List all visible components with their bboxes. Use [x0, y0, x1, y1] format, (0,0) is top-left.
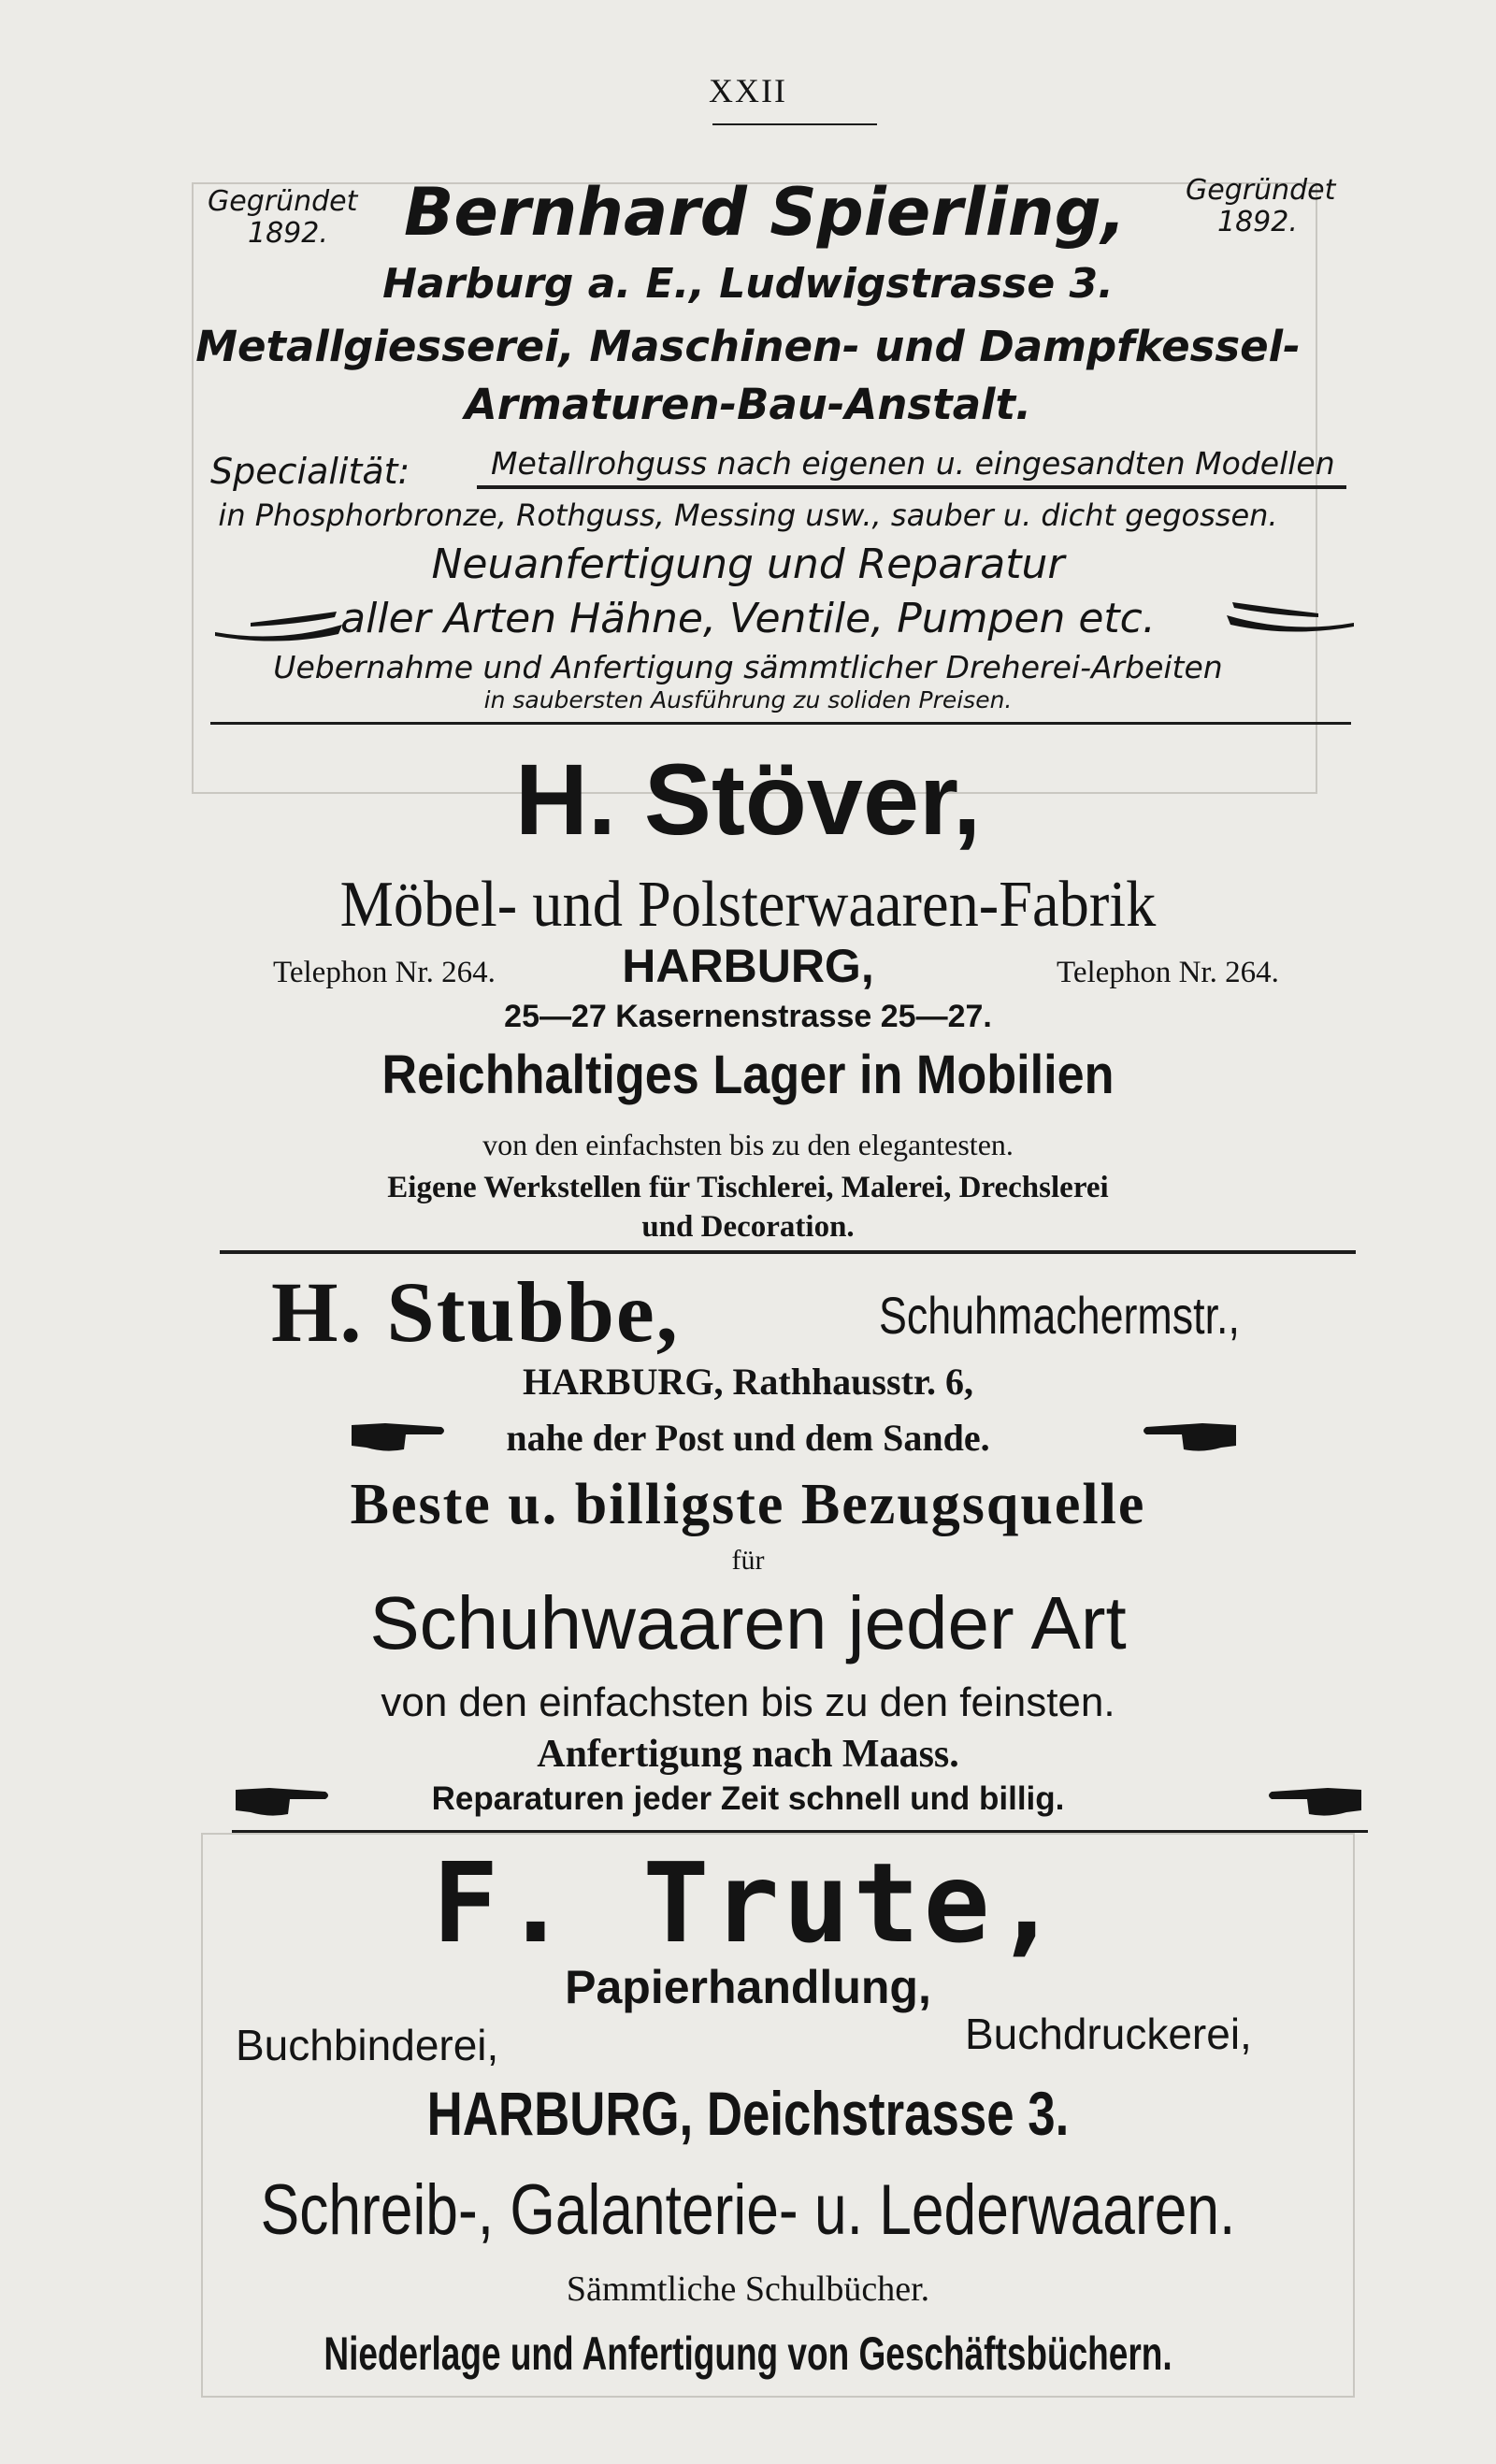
spierling-line-2: Armaturen-Bau-Anstalt. — [464, 380, 1032, 429]
company-name-trute: F. Trute, — [432, 1838, 1064, 1967]
stoever-workshops-2: und Decoration. — [641, 1210, 855, 1244]
page-number: XXII — [709, 72, 787, 109]
spierling-turning: Uebernahme und Anfertigung sämmtlicher Dreherei-Arbeiten — [273, 649, 1223, 685]
stoever-city: HARBURG, — [622, 940, 874, 992]
spierling-address: Harburg a. E., Ludwigstrasse 3. — [382, 260, 1114, 308]
trute-bookbinding: Buchbinderei, — [236, 2021, 499, 2069]
stubbe-title: Schuhmachermstr., — [879, 1286, 1240, 1345]
founded-label-left: Gegründet — [208, 185, 358, 218]
specialty-underline — [477, 485, 1346, 489]
stoever-phone-left: Telephon Nr. 264. — [273, 956, 496, 989]
spierling-execution: in saubersten Ausführung zu soliden Preisen. — [483, 686, 1013, 713]
stubbe-for: für — [731, 1545, 765, 1576]
company-name-spierling: Bernhard Spierling, — [404, 174, 1127, 251]
trute-goods: Schreib-, Galanterie- u. Lederwaaren. — [260, 2170, 1236, 2250]
page-number-underline — [712, 123, 877, 125]
pointing-hand-left-icon — [1139, 1416, 1240, 1457]
spierling-new-work: Neuanfertigung und Reparatur — [431, 540, 1065, 588]
stoever-phone-right: Telephon Nr. 264. — [1057, 956, 1279, 989]
trute-address: HARBURG, Deichstrasse 3. — [426, 2079, 1070, 2148]
stubbe-address: HARBURG, Rathhausstr. 6, — [523, 1361, 973, 1403]
spierling-materials: in Phosphorbronze, Rothguss, Messing usw., sauber u. dicht gegossen. — [218, 497, 1278, 533]
company-name-stoever: H. Stöver, — [514, 742, 982, 856]
divider-1 — [210, 722, 1351, 725]
swash-right-icon — [1225, 600, 1356, 638]
pointing-hand-left-icon — [1264, 1780, 1365, 1822]
spierling-all-kinds: aller Arten Hähne, Ventile, Pumpen etc. — [340, 595, 1156, 642]
trute-schoolbooks: Sämmtliche Schulbücher. — [566, 2269, 930, 2309]
specialty-text: Metallrohguss nach eigenen u. eingesandten Modellen — [491, 445, 1335, 482]
founded-year-left: 1892. — [248, 217, 328, 250]
divider-3 — [232, 1830, 1368, 1833]
stubbe-shoes: Schuhwaaren jeder Art — [369, 1581, 1127, 1664]
specialty-label: Specialität: — [210, 451, 410, 492]
stubbe-range: von den einfachsten bis zu den feinsten. — [381, 1679, 1115, 1725]
founded-year-right: 1892. — [1217, 206, 1298, 238]
trute-business: Papierhandlung, — [565, 1961, 931, 2013]
stubbe-custom: Anfertigung nach Maass. — [537, 1733, 959, 1776]
stoever-business: Möbel- und Polsterwaaren-Fabrik — [339, 869, 1157, 941]
stoever-workshops-1: Eigene Werkstellen für Tischlerei, Malerei, Drechslerei — [387, 1171, 1109, 1204]
divider-2 — [220, 1250, 1356, 1254]
spierling-line-1: Metallgiesserei, Maschinen- und Dampfkessel- — [195, 322, 1301, 371]
stubbe-repairs: Reparaturen jeder Zeit schnell und billig. — [431, 1780, 1065, 1817]
stubbe-near: nahe der Post und dem Sande. — [506, 1417, 990, 1459]
trute-printing: Buchdruckerei, — [965, 2010, 1252, 2058]
stubbe-best: Beste u. billigste Bezugsquelle — [350, 1473, 1146, 1536]
trute-ledgers: Niederlage und Anfertigung von Geschäftsbüchern. — [324, 2327, 1172, 2380]
stoever-range: von den einfachsten bis zu den elegantesten. — [482, 1128, 1014, 1161]
stoever-address: 25—27 Kasernenstrasse 25—27. — [504, 999, 992, 1034]
stoever-stock: Reichhaltiges Lager in Mobilien — [381, 1045, 1115, 1105]
company-name-stubbe: H. Stubbe, — [271, 1264, 680, 1360]
founded-label-right: Gegründet — [1186, 174, 1336, 207]
